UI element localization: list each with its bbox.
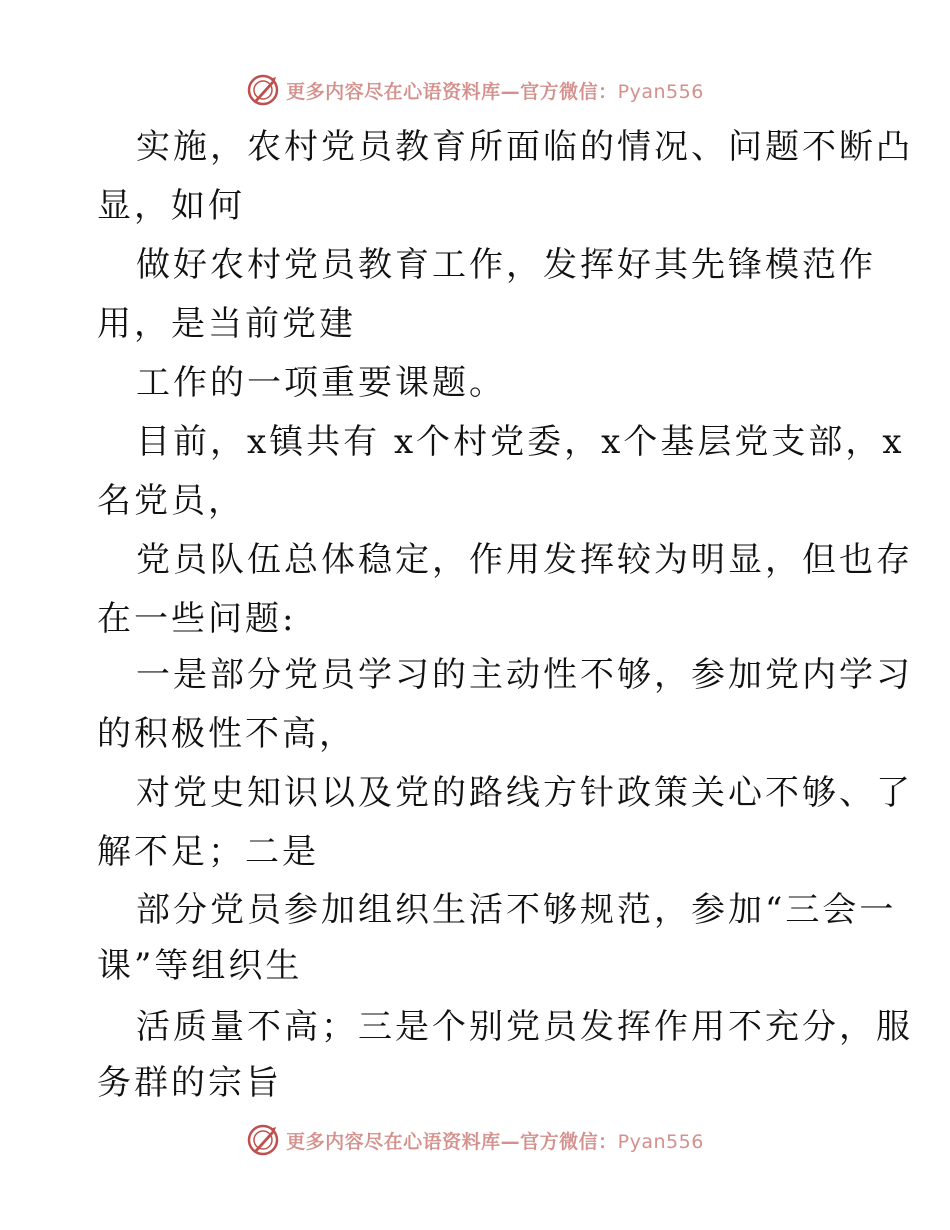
body-line: 党员队伍总体稳定，作用发挥较为明显，但也存 <box>136 540 913 580</box>
footer-watermark <box>0 1120 950 1160</box>
watermark-text: 更多内容尽在心语资料库—官方微信：Pyan556 <box>286 1130 704 1153</box>
body-line: 对党史知识以及党的路线方针政策关心不够、了 <box>136 773 913 813</box>
body-line: 的积极性不高， <box>97 714 356 754</box>
quill-logo-icon <box>246 1123 280 1157</box>
body-line: 名党员， <box>97 481 245 521</box>
body-line: 一是部分党员学习的主动性不够，参加党内学习 <box>136 655 913 695</box>
body-line: 显，如何 <box>97 186 245 226</box>
body-line: 做好农村党员教育工作，发挥好其先锋模范作 <box>136 245 876 285</box>
body-line: 解不足；二是 <box>97 832 319 872</box>
body-line: 课”等组织生 <box>97 946 303 986</box>
body-line: 实施，农村党员教育所面临的情况、问题不断凸 <box>136 127 913 167</box>
body-line: 在一些问题: <box>97 599 297 639</box>
body-line: 用，是当前党建 <box>97 304 356 344</box>
body-line: 部分党员参加组织生活不够规范，参加“三会一 <box>136 890 897 930</box>
body-line: 工作的一项重要课题。 <box>136 363 506 403</box>
watermark-text: 更多内容尽在心语资料库—官方微信：Pyan556 <box>286 80 704 103</box>
body-line: 目前，x镇共有 x个村党委，x个基层党支部，x <box>136 422 905 462</box>
body-line: 务群的宗旨 <box>97 1063 282 1103</box>
body-line: 活质量不高；三是个别党员发挥作用不充分，服 <box>136 1007 913 1047</box>
